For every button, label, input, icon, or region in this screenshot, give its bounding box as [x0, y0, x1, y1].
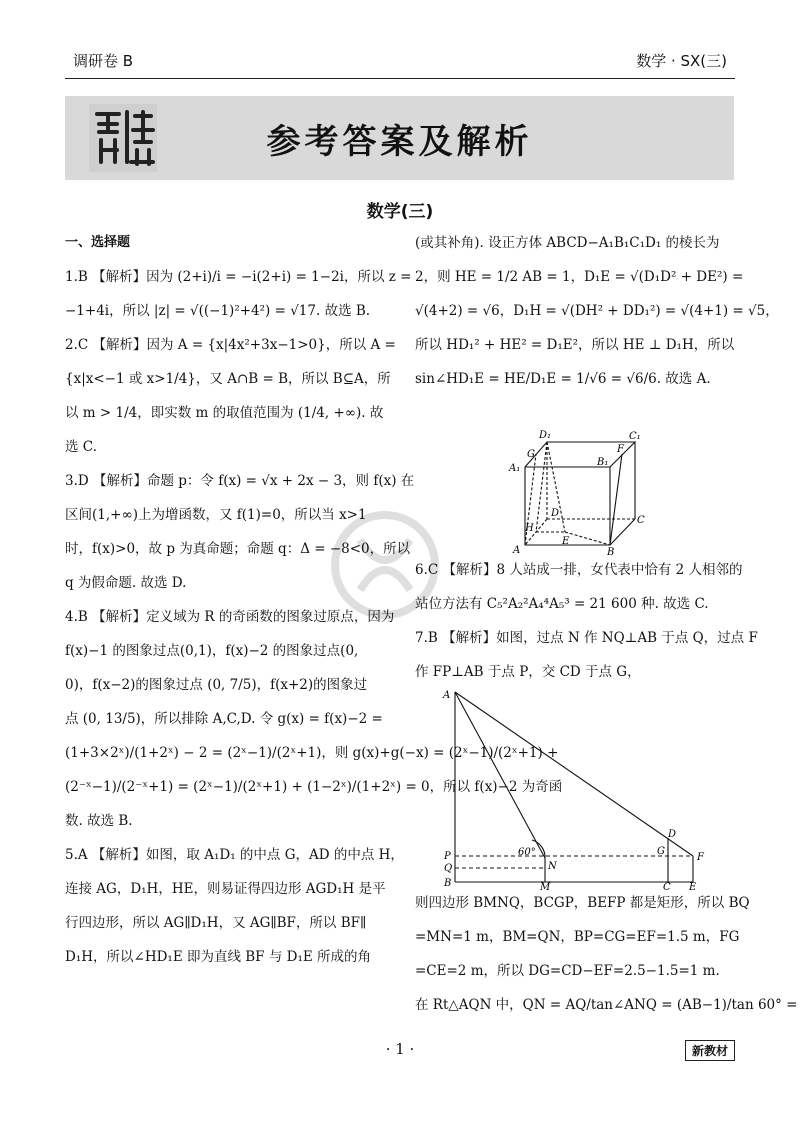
- text-line: (或其补角). 设正方体 ABCD−A₁B₁C₁D₁ 的棱长为: [415, 235, 720, 251]
- watermark-icon: [330, 510, 440, 620]
- text-line: (2⁻ˣ−1)/(2⁻ˣ+1) = (2ˣ−1)/(2ˣ+1) + (1−2ˣ)/(1+2ˣ) = 0，所以 f(x)−2 为奇函: [65, 779, 563, 795]
- text-line: 点 (0, 13/5)，所以排除 A,C,D. 令 g(x) = f(x)−2 =: [65, 711, 383, 727]
- fig2-label: B: [444, 878, 452, 889]
- fig1-label: D: [551, 508, 560, 519]
- text-line: 6.C 【解析】8 人站成一排，女代表中恰有 2 人相邻的: [415, 562, 743, 578]
- text-line: 3.D 【解析】命题 p：令 f(x) = √x + 2x − 3，则 f(x) 在: [65, 473, 415, 489]
- fig1-label: F: [617, 444, 624, 455]
- fig1-label: C: [637, 515, 645, 526]
- fig2-label: 60°: [518, 847, 536, 858]
- fig1-label: B: [607, 547, 615, 558]
- text-line: 4.B 【解析】定义域为 R 的奇函数的图象过原点，因为: [65, 609, 395, 625]
- text-line: 所以 HD₁² + HE² = D₁E²，所以 HE ⊥ D₁H，所以: [415, 337, 735, 353]
- height-figure: [440, 690, 710, 893]
- text-line: 作 FP⊥AB 于点 P，交 CD 于点 G，: [415, 664, 641, 680]
- cube-figure: [505, 427, 645, 558]
- fig1-label: G: [527, 449, 535, 460]
- text-line: 行四边形，所以 AG∥D₁H，又 AG∥BF，所以 BF∥: [65, 915, 367, 931]
- fig2-label: P: [444, 851, 451, 862]
- text-line: f(x)−1 的图象过点(0,1)，f(x)−2 的图象过点(0,: [65, 643, 359, 659]
- page-header: [65, 42, 735, 79]
- text-line: 时，f(x)>0，故 p 为真命题；命题 q：Δ = −8<0，所以: [65, 541, 411, 557]
- text-line: D₁H，所以∠HD₁E 即为直线 BF 与 D₁E 所成的角: [65, 949, 372, 965]
- fig1-label: B₁: [597, 457, 609, 468]
- text-line: −1+4i，所以 |z| = √((−1)²+4²) = √17. 故选 B.: [65, 303, 371, 319]
- text-line: =MN=1 m，BM=QN，BP=CG=EF=1.5 m，FG: [415, 929, 740, 945]
- fig1-label: D₁: [539, 430, 552, 441]
- banner-title: 参考答案及解析: [266, 122, 533, 162]
- edition-badge: 新教材: [685, 1040, 735, 1061]
- text-line: 2，则 HE = 1/2 AB = 1，D₁E = √(D₁D² + DE²) =: [415, 269, 744, 285]
- header-left: 调研卷 B: [73, 52, 134, 70]
- text-line: q 为假命题. 故选 D.: [65, 575, 187, 591]
- fig1-label: H: [525, 523, 534, 534]
- text-line: 1.B 【解析】因为 (2+i)/i = −i(2+i) = 1−2i，所以 z =: [65, 269, 412, 285]
- fig2-label: M: [540, 882, 551, 893]
- text-line: sin∠HD₁E = HE/D₁E = 1/√6 = √6/6. 故选 A.: [415, 371, 711, 387]
- text-line: (1+3×2ˣ)/(1+2ˣ) − 2 = (2ˣ−1)/(2ˣ+1)，则 g(x)+g(−x) = (2ˣ−1)/(2ˣ+1) +: [65, 745, 559, 761]
- fig2-label: G: [657, 846, 665, 857]
- text-line: 0)，f(x−2)的图象过点 (0, 7/5)，f(x+2)的图象过: [65, 677, 368, 693]
- subject-title: 数学(三): [366, 202, 434, 222]
- header-right: 数学 · SX(三): [636, 52, 727, 70]
- page-number: · 1 ·: [385, 1040, 415, 1058]
- text-line: 2.C 【解析】因为 A = {x|4x²+3x−1>0}，所以 A =: [65, 337, 396, 353]
- fig2-label: N: [548, 861, 557, 872]
- fig2-label: F: [697, 852, 704, 863]
- fig2-label: D: [668, 829, 677, 840]
- fig1-label: A: [513, 545, 521, 556]
- right-column-top: [415, 226, 779, 396]
- text-line: 站位方法有 C₅²A₂²A₄⁴A₅³ = 21 600 种. 故选 C.: [415, 596, 709, 612]
- text-line: 以 m > 1/4，即实数 m 的取值范围为 (1/4, +∞). 故: [65, 405, 384, 421]
- text-line: 在 Rt△AQN 中，QN = AQ/tan∠ANQ = (AB−1)/tan 60° =: [415, 997, 798, 1013]
- title-banner: [65, 96, 734, 180]
- fig1-label: E: [562, 536, 570, 547]
- fig2-label: Q: [444, 863, 453, 874]
- section-heading: 一、选择题: [65, 235, 131, 250]
- right-column-mid: [415, 553, 758, 689]
- fig2-label: E: [689, 882, 697, 893]
- fig1-label: C₁: [629, 431, 641, 442]
- text-line: 则四边形 BMNQ，BCGP，BEFP 都是矩形，所以 BQ: [415, 895, 750, 911]
- text-line: 5.A 【解析】如图，取 A₁D₁ 的中点 G，AD 的中点 H，: [65, 847, 404, 863]
- text-line: 数. 故选 B.: [65, 813, 133, 829]
- fig2-label: C: [663, 882, 671, 893]
- text-line: 7.B 【解析】如图，过点 N 作 NQ⊥AB 于点 Q，过点 F: [415, 630, 758, 646]
- text-line: =CE=2 m，所以 DG=CD−EF=2.5−1.5=1 m.: [415, 963, 720, 979]
- fig1-label: A₁: [509, 463, 521, 474]
- text-line: 连接 AG，D₁H，HE，则易证得四边形 AGD₁H 是平: [65, 881, 386, 897]
- right-column-bottom: [415, 886, 798, 1022]
- text-line: {x|x<−1 或 x>1/4}，又 A∩B = B，所以 B⊆A，所: [65, 371, 391, 387]
- fig2-label: A: [443, 690, 451, 701]
- text-line: 区间(1,+∞)上为增函数，又 f(1)=0，所以当 x>1: [65, 507, 367, 523]
- text-line: 选 C.: [65, 439, 97, 455]
- text-line: √(4+2) = √6，D₁H = √(DH² + DD₁²) = √(4+1) = √5，: [415, 303, 779, 319]
